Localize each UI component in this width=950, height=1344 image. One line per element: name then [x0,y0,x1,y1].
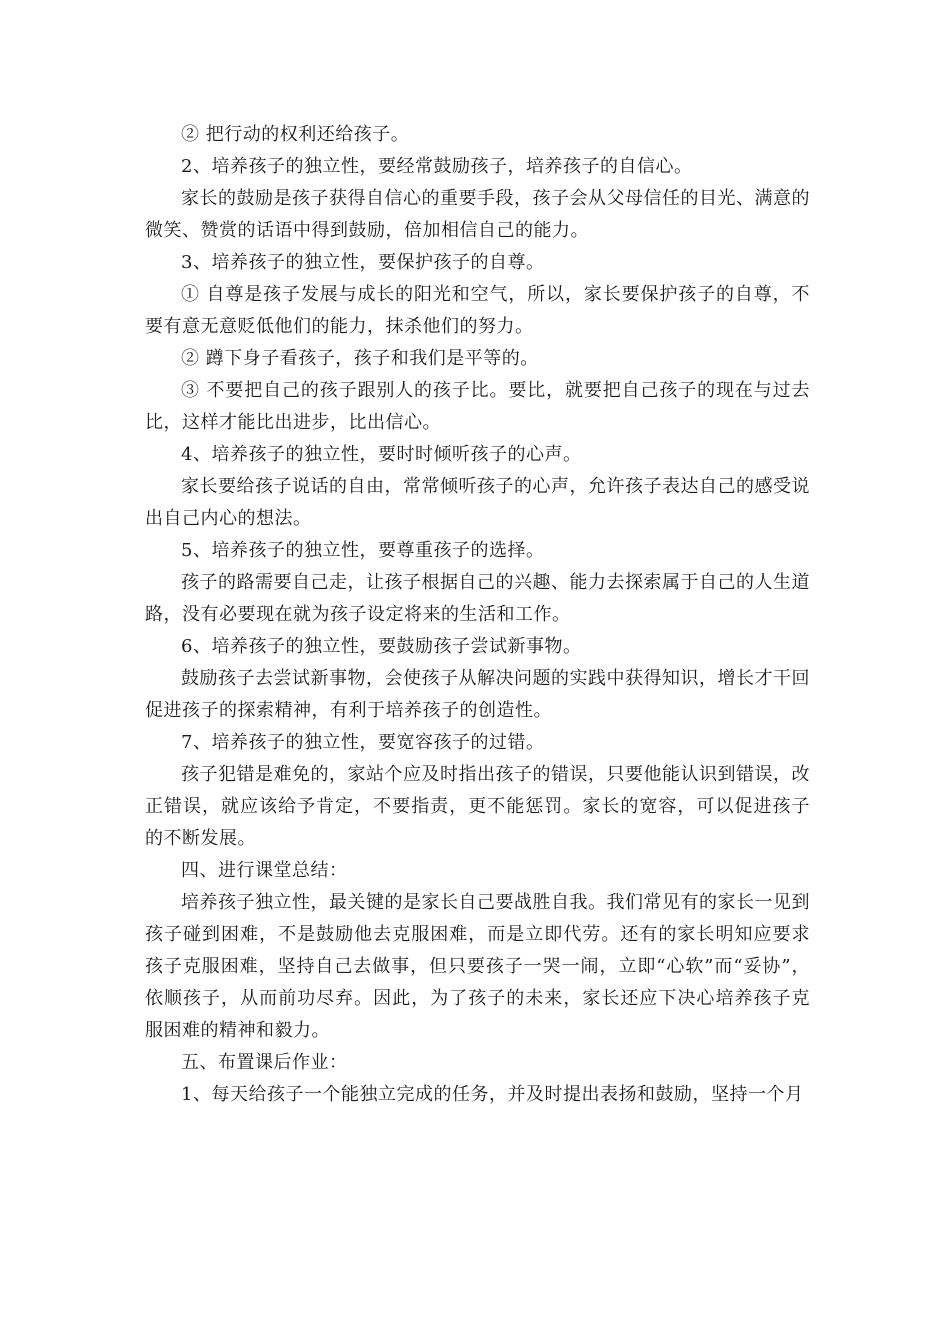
paragraph: ② 蹲下身子看孩子，孩子和我们是平等的。 [181,348,539,369]
section-heading: 五、布置课后作业： [181,1052,348,1073]
section-heading: 2、培养孩子的独立性，要经常鼓励孩子，培养孩子的自信心。 [181,156,693,177]
section-heading: 7、培养孩子的独立性，要宽容孩子的过错。 [181,732,545,753]
section-heading: 6、培养孩子的独立性，要鼓励孩子尝试新事物。 [181,636,582,657]
paragraph: ② 把行动的权利还给孩子。 [181,124,410,145]
section-heading: 3、培养孩子的独立性，要保护孩子的自尊。 [181,252,545,273]
paragraph: ③ 不要把自己的孩子跟别人的孩子比。要比，就要把自己孩子的现在与过去比，这样才能比出进步，比出信心。 [145,380,810,433]
paragraph: 1、每天给孩子一个能独立完成的任务，并及时提出表扬和鼓励，坚持一个月 [181,1084,804,1105]
document-body [145,119,810,1111]
section-heading: 四、进行课堂总结： [181,860,348,881]
paragraph: ① 自尊是孩子发展与成长的阳光和空气，所以，家长要保护孩子的自尊，不要有意无意贬低他们的能力，抹杀他们的努力。 [145,284,810,337]
paragraph: 孩子的路需要自己走，让孩子根据自己的兴趣、能力去探索属于自己的人生道路，没有必要现在就为孩子设定将来的生活和工作。 [145,572,810,625]
paragraph: 家长要给孩子说话的自由，常常倾听孩子的心声，允许孩子表达自己的感受说出自己内心的想法。 [145,476,810,529]
section-heading: 4、培养孩子的独立性，要时时倾听孩子的心声。 [181,444,582,465]
paragraph: 培养孩子独立性，最关键的是家长自己要战胜自我。我们常见有的家长一见到孩子碰到困难，不是鼓励他去克服困难，而是立即代劳。还有的家长明知应要求孩子克服困难，坚持自己去做事，但只要孩子一哭一闹，立即“心软”而“妥协”，依顺孩子，从而前功尽弃。因此，为了孩子的未来，家长还应下决心培养孩子克服困难的精神和毅力。 [145,892,810,1041]
paragraph: 鼓励孩子去尝试新事物，会使孩子从解决问题的实践中获得知识，增长才干回促进孩子的探索精神，有利于培养孩子的创造性。 [145,668,810,721]
paragraph: 孩子犯错是难免的，家站个应及时指出孩子的错误，只要他能认识到错误，改正错误，就应该给予肯定，不要指责，更不能惩罚。家长的宽容，可以促进孩子的不断发展。 [145,764,810,849]
section-heading: 5、培养孩子的独立性，要尊重孩子的选择。 [181,540,545,561]
paragraph: 家长的鼓励是孩子获得自信心的重要手段，孩子会从父母信任的目光、满意的微笑、赞赏的话语中得到鼓励，倍加相信自己的能力。 [145,188,810,241]
